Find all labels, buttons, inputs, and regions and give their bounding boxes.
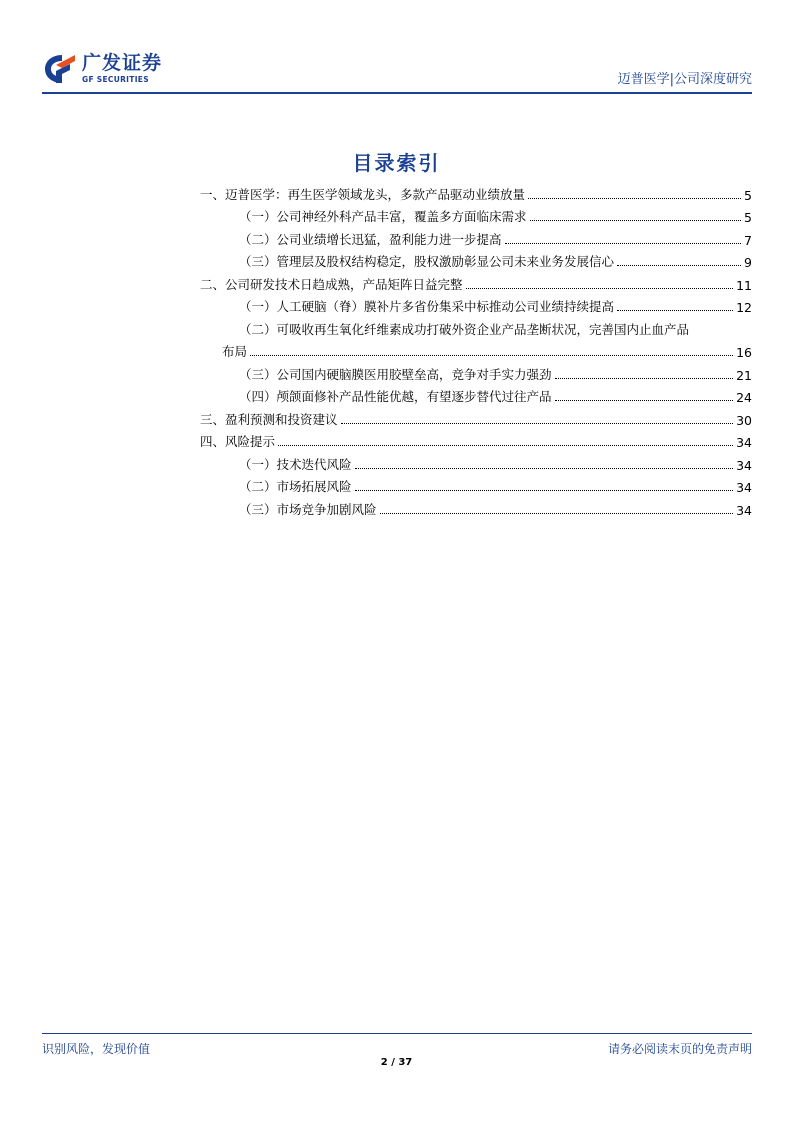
- footer-disclaimer-note: 请务必阅读末页的免责声明: [607, 1042, 752, 1056]
- toc-entry[interactable]: [200, 473, 752, 496]
- footer-divider: [42, 1033, 752, 1034]
- toc-leader-dots: [380, 513, 734, 514]
- toc-leader-dots: [466, 288, 734, 289]
- toc-entry[interactable]: [200, 383, 752, 406]
- toc-entry-label: 二、公司研发技术日趋成熟，产品矩阵日益完整: [200, 276, 463, 292]
- brand-name-en: GF SECURITIES: [82, 75, 149, 85]
- header-divider: [42, 92, 752, 94]
- toc-leader-dots: [341, 423, 734, 424]
- toc-entry-page: 34: [736, 480, 752, 495]
- toc-entry-page: 7: [744, 232, 752, 248]
- toc-leader-dots: [250, 355, 733, 356]
- page-header: [42, 52, 752, 92]
- toc-entry-page: 24: [736, 390, 752, 405]
- toc-leader-dots: [355, 490, 734, 491]
- toc-leader-dots: [555, 378, 734, 379]
- toc-entry[interactable]: [200, 225, 752, 248]
- gf-logo-icon: [42, 52, 78, 86]
- toc-entry-label-line1[interactable]: （二）可吸收再生氧化纤维素成功打破外资企业产品垄断状况，完善国内止血产品: [239, 321, 690, 337]
- toc-leader-dots: [530, 220, 742, 221]
- footer-slogan: 识别风险，发现价值: [42, 1042, 151, 1056]
- toc-entry[interactable]: [200, 495, 752, 518]
- toc-leader-dots: [528, 198, 741, 199]
- gf-securities-logo: [42, 52, 162, 86]
- toc-entry-label: 布局: [222, 344, 248, 359]
- toc-entry[interactable]: [200, 428, 752, 451]
- toc-entry-label: （四）颅颌面修补产品性能优越，有望逐步替代过往产品: [239, 389, 552, 404]
- toc-entry-label: （二）市场拓展风险: [239, 479, 352, 494]
- toc-leader-dots: [555, 400, 734, 401]
- toc-entry-page: 21: [736, 367, 752, 383]
- toc-entry[interactable]: [200, 293, 752, 316]
- toc-leader-dots: [617, 310, 733, 311]
- toc-entry-page: 34: [736, 435, 752, 450]
- toc-entry-label: （一）人工硬脑（脊）膜补片多省份集采中标推动公司业绩持续提高: [239, 299, 615, 314]
- toc-entry-page: 11: [736, 277, 752, 293]
- toc-entry-label: 一、迈普医学：再生医学领域龙头，多款产品驱动业绩放量: [200, 186, 526, 202]
- toc-entry[interactable]: [200, 203, 752, 226]
- toc-leader-dots: [505, 243, 742, 244]
- toc-entry-label: （三）管理层及股权结构稳定，股权激励彰显公司未来业务发展信心: [239, 254, 615, 269]
- toc-entry-label: 三、盈利预测和投资建议: [200, 411, 338, 427]
- toc-entry-page: 5: [744, 187, 752, 203]
- toc-entry-label: （三）公司国内硬脑膜医用胶壁垒高，竞争对手实力强劲: [239, 366, 552, 382]
- toc-title: 目录索引: [352, 151, 441, 175]
- toc-entry[interactable]: [200, 338, 752, 361]
- toc-entry-label: 四、风险提示: [200, 434, 276, 449]
- toc-entry[interactable]: [200, 450, 752, 473]
- toc-entry-page: 30: [736, 412, 752, 428]
- page-number: 2 / 37: [380, 1057, 413, 1068]
- toc-entry-label: （一）技术迭代风险: [239, 456, 352, 472]
- toc-entry-label: （一）公司神经外科产品丰富，覆盖多方面临床需求: [239, 209, 527, 224]
- toc-entry-label: （二）公司业绩增长迅猛，盈利能力进一步提高: [239, 231, 502, 247]
- report-tag: 迈普医学|公司深度研究: [617, 72, 752, 87]
- toc-entry-page: 16: [736, 345, 752, 360]
- toc-entry[interactable]: [200, 180, 752, 203]
- toc-entry-page: 34: [736, 502, 752, 518]
- toc-entry-page: 9: [744, 255, 752, 270]
- toc-entry-label: （三）市场竞争加剧风险: [239, 501, 377, 517]
- toc-entry[interactable]: [200, 405, 752, 428]
- brand-name-cn: 广发证券: [82, 52, 163, 75]
- table-of-contents: [200, 180, 752, 518]
- toc-entry-page: 5: [744, 210, 752, 225]
- toc-leader-dots: [355, 468, 734, 469]
- toc-entry-page: 34: [736, 457, 752, 473]
- toc-entry[interactable]: [200, 270, 752, 293]
- toc-entry[interactable]: [200, 248, 752, 271]
- toc-entry-page: 12: [736, 300, 752, 315]
- toc-leader-dots: [278, 445, 733, 446]
- toc-entry[interactable]: [200, 360, 752, 383]
- toc-leader-dots: [617, 265, 741, 266]
